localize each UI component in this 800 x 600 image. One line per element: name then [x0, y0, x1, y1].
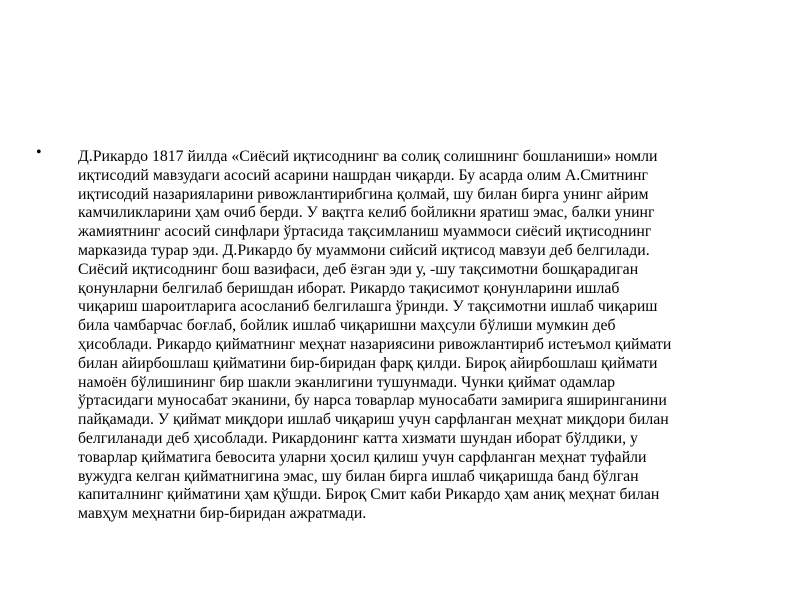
text-line: билан айирбошлаш қийматини бир-биридан фарқ қилди. Бироқ айирбошлаш қиймати — [78, 354, 658, 372]
text-line: белгиланади деб ҳисоблади. Рикардонинг катта хизмати шундан иборат бўлдики, у — [78, 429, 638, 447]
text-line: Д.Рикардо 1817 йилда «Сиёсий иқтисоднинг ва солиқ солишнинг бошланиши» номли — [78, 148, 658, 165]
paragraph-text — [78, 148, 768, 524]
text-line: қонунларни белгилаб беришдан иборат. Рикардо тақисимот қонунларини ишлаб — [78, 279, 620, 297]
text-line: пайқамади. У қиймат миқдори ишлаб чиқариш учун сарфланган меҳнат миқдори билан — [78, 411, 669, 429]
text-line: иқтисодий назарияларини ривожлантирибгина қолмай, шу билан бирга унинг айрим — [78, 185, 649, 203]
text-line: камчиликларини ҳам очиб берди. У вақтга келиб бойликни яратиш эмас, балки унинг — [78, 204, 655, 222]
text-line: мавҳум меҳнатни бир-биридан ажратмади. — [78, 505, 367, 523]
text-line: ўртасидаги муносабат эканини, бу нарса товарлар муносабати замирига яширинганини — [78, 392, 667, 410]
text-line: товарлар қийматига бевосита уларни ҳосил қилиш учун сарфланган меҳнат туфайли — [78, 448, 647, 466]
text-line: вужудга келган қийматнигина эмас, шу билан бирга ишлаб чиқаришда банд бўлган — [78, 467, 639, 485]
text-line: иқтисодий мавзудаги асосий асарини нашрдан чиқарди. Бу асарда олим А.Смитнинг — [78, 166, 648, 184]
text-line: чиқариш шароитларига асосланиб белгилашга ўринди. У тақсимотни ишлаб чиқариш — [78, 298, 658, 316]
bullet-dot: • — [36, 144, 42, 161]
text-line: била чамбарчас боғлаб, бойлик ишлаб чиқаришни маҳсули бўлиши мумкин деб — [78, 317, 616, 335]
text-line: капиталнинг қийматини ҳам қўшди. Бироқ Смит каби Рикардо ҳам аниқ меҳнат билан — [78, 486, 660, 504]
text-line: намоён бўлишининг бир шакли эканлигини тушунмади. Чунки қиймат одамлар — [78, 373, 616, 391]
text-line: жамиятнинг асосий синфлари ўртасида тақсимланиш муаммоси сиёсий иқтисоднинг — [78, 223, 652, 241]
text-line: ҳисоблади. Рикардо қийматнинг меҳнат назариясини ривожлантириб истеъмол қиймати — [78, 335, 672, 353]
text-line: Сиёсий иқтисоднинг бош вазифаси, деб ёзган эди у, -шу тақсимотни бошқарадиган — [78, 260, 639, 278]
text-line: марказида турар эди. Д.Рикардо бу муаммони сийсий иқтисод мавзуи деб белгилади. — [78, 241, 650, 259]
